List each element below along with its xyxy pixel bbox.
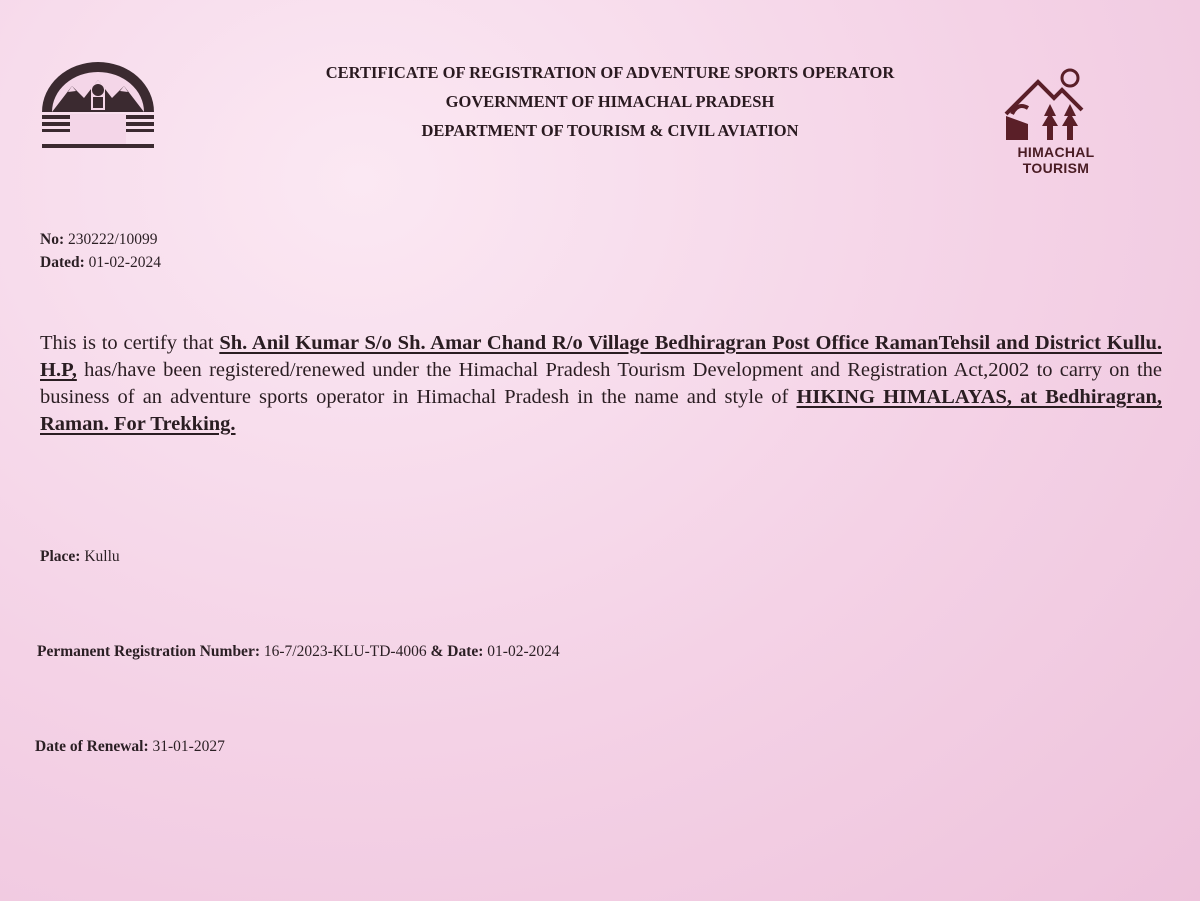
certificate-meta	[40, 228, 161, 274]
certify-intro: This is to certify that	[40, 332, 220, 354]
certify-middle: has/have been registered/renewed under the Himachal Pradesh Tourism Development and Registration Act,2002 to carry on the business of an adventure sports operator in Himachal Pradesh in the name and style of	[40, 359, 1162, 408]
permanent-date-value: 01-02-2024	[487, 643, 560, 660]
place-value: Kullu	[84, 548, 120, 565]
number-label: No:	[40, 231, 65, 248]
renewal-label: Date of Renewal:	[35, 738, 149, 755]
dated-value: 01-02-2024	[88, 254, 161, 271]
place-line	[40, 548, 120, 566]
number-value: 230222/10099	[67, 231, 158, 248]
place-label: Place:	[40, 548, 81, 565]
header-government: GOVERNMENT OF HIMACHAL PRADESH	[445, 92, 775, 111]
certificate-dated	[40, 251, 161, 274]
permanent-registration-value: 16-7/2023-KLU-TD-4006	[263, 643, 427, 660]
permanent-date-label: & Date:	[430, 643, 484, 660]
himachal-tourism-logo-icon	[998, 68, 1114, 144]
tourism-logo-text	[998, 144, 1114, 176]
state-emblem-icon	[38, 60, 158, 152]
certificate-number	[40, 228, 161, 251]
dated-label: Dated:	[40, 254, 85, 271]
header-department: DEPARTMENT OF TOURISM & CIVIL AVIATION	[421, 121, 799, 140]
holder-details: Sh. Anil Kumar S/o Sh. Amar Chand R/o Village Bedhiragran Post Office RamanTehsil and District Kullu. H.P,	[40, 332, 1162, 381]
himachal-tourism-logo	[998, 68, 1114, 180]
certificate-header	[250, 58, 970, 145]
renewal-line	[35, 738, 225, 756]
header-title: CERTIFICATE OF REGISTRATION OF ADVENTURE SPORTS OPERATOR	[325, 63, 895, 82]
tourism-logo-line2: TOURISM	[1022, 160, 1090, 176]
renewal-value: 31-01-2027	[152, 738, 225, 755]
business-name: HIKING HIMALAYAS, at Bedhiragran, Raman. For Trekking.	[40, 386, 1163, 435]
permanent-registration-label: Permanent Registration Number:	[37, 643, 260, 660]
tourism-logo-line1: HIMACHAL	[1017, 144, 1095, 160]
certificate-body	[40, 330, 1162, 438]
permanent-registration-line	[37, 643, 560, 661]
